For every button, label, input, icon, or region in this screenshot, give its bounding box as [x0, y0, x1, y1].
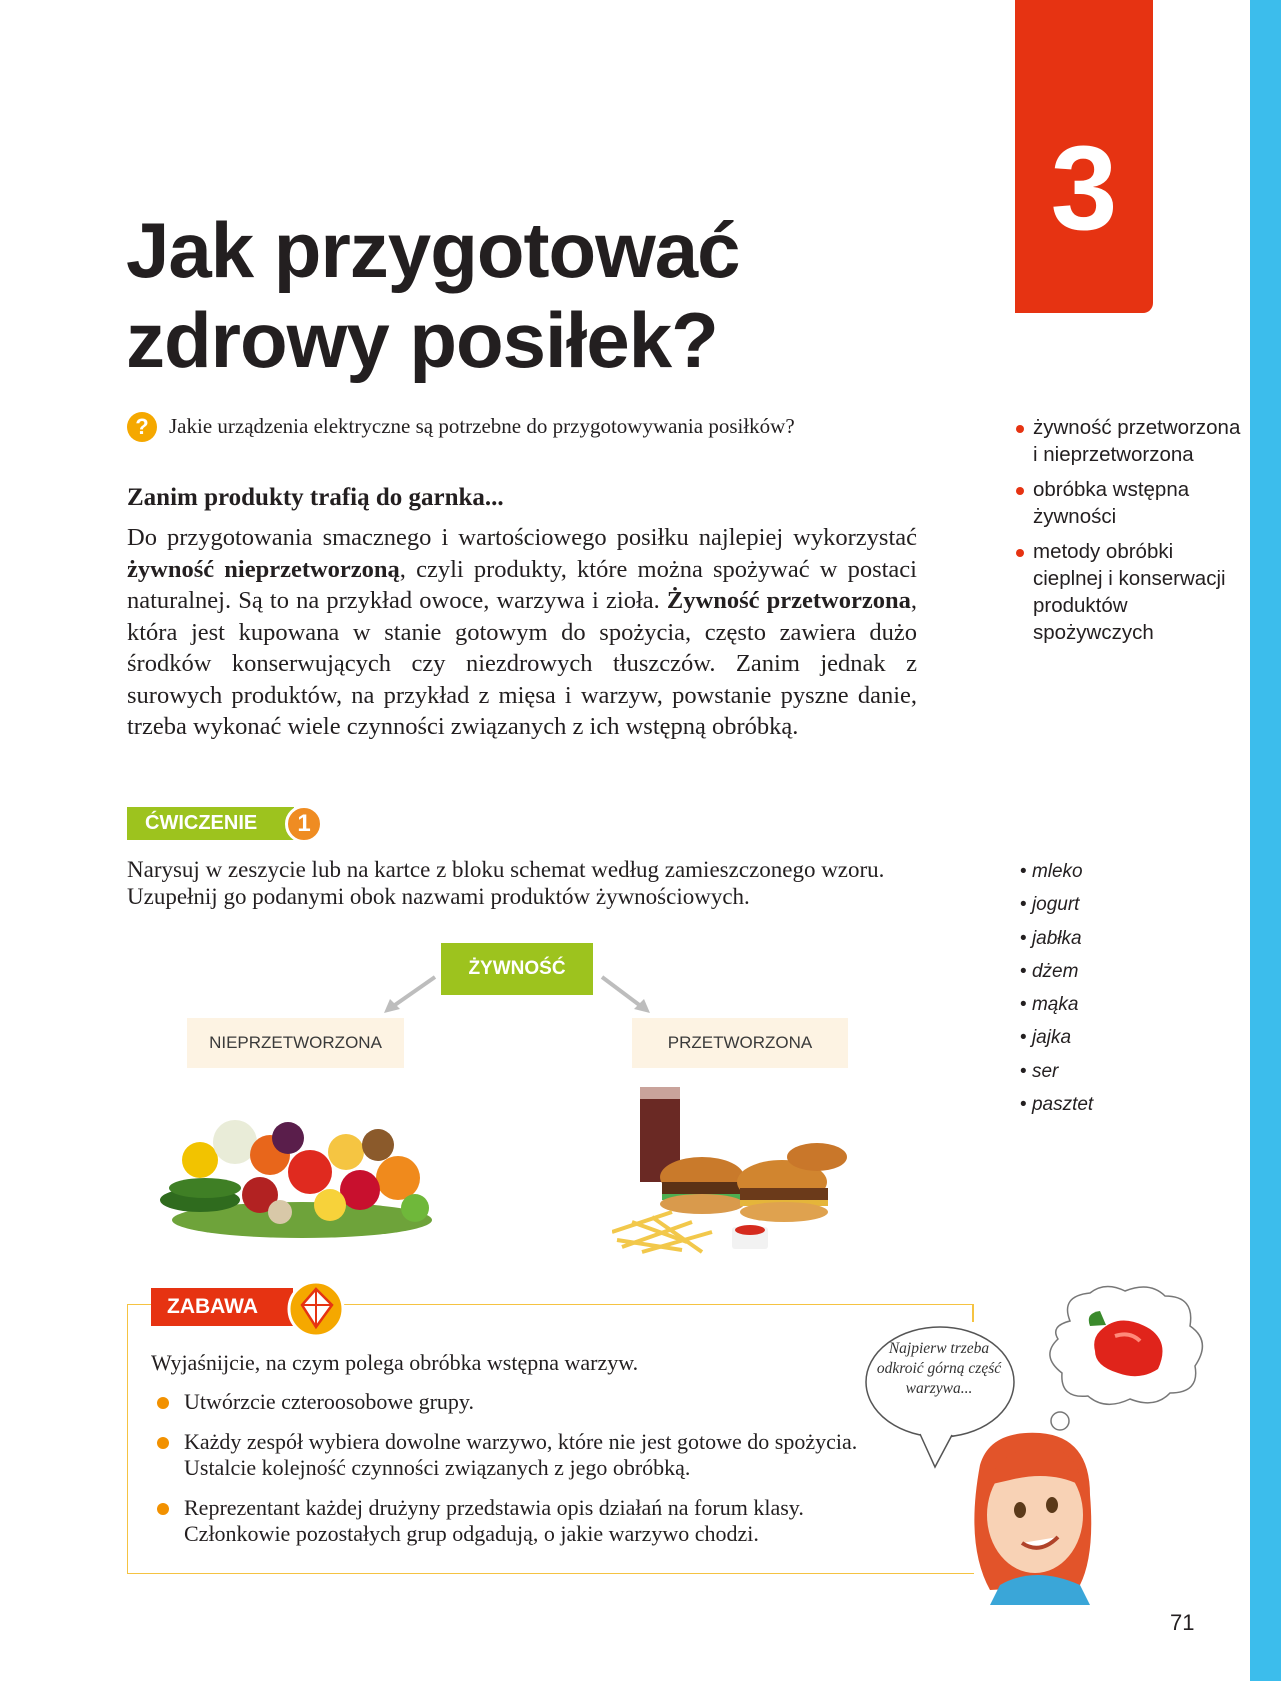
activity-steps — [157, 1389, 877, 1561]
diagram-root-box: ŻYWNOŚĆ — [441, 943, 593, 995]
arrow-left — [392, 977, 435, 1007]
speech-text: Najpierw trzeba odkroić górną część warzywa... — [876, 1340, 1002, 1397]
girl-illustration — [940, 1425, 1120, 1605]
key-concept-item: żywność przetworzona i nieprzetworzona — [1015, 414, 1245, 468]
activity-label: ZABAWA — [151, 1288, 293, 1326]
product-item: • pasztet — [1020, 1092, 1093, 1125]
body-text: Do przygotowania smacznego i wartościowego posiłku najlepiej wykorzystać — [127, 524, 917, 551]
product-item: • jogurt — [1020, 892, 1093, 925]
diagram-box-processed: PRZETWORZONA — [632, 1018, 848, 1068]
product-item: • jajka — [1020, 1025, 1093, 1058]
question-text: Jakie urządzenia elektryczne są potrzebne do przygotowywania posiłków? — [169, 414, 795, 438]
section-heading: Zanim produkty trafią do garnka... — [127, 484, 504, 511]
page-edge-strip — [1250, 0, 1281, 1681]
intro-question — [127, 412, 927, 444]
chapter-number: 3 — [1050, 121, 1118, 255]
key-concept-item: obróbka wstępna żywności — [1015, 476, 1245, 530]
product-item: • ser — [1020, 1059, 1093, 1092]
key-concept-item: metody obróbki cieplnej i konserwacji produktów spożywczych — [1015, 538, 1245, 646]
term-processed: Żywność przetworzona — [666, 587, 911, 614]
activity-step: Reprezentant każdej drużyny przedstawia opis działań na forum klasy. Członkowie pozostałych grup odgadują, o jakie warzywo chodzi. — [157, 1495, 877, 1548]
exercise-number-badge: 1 — [285, 805, 323, 843]
title-line-2: zdrowy posiłek? — [126, 296, 718, 384]
product-item: • jabłka — [1020, 926, 1093, 959]
body-paragraph — [127, 522, 917, 743]
diagram-arrows — [380, 965, 660, 1025]
body-text: , która jest kupowana w stanie gotowym do spożycia, często zawiera dużo środków konserwujących czy niezdrowych tłuszczów. Zanim jednak z surowych produktów, na przykład z mięsa i warzyw, powstanie pyszne danie, trzeba wykonać wiele czynności związanych z ich wstępną obróbką. — [127, 587, 917, 740]
activity-step: Każdy zespół wybiera dowolne warzywo, które nie jest gotowe do spożycia. Ustalcie kolejność czynności związanych z jego obróbką. — [157, 1429, 877, 1482]
arrow-right — [602, 977, 642, 1007]
key-concepts-list — [1015, 414, 1245, 654]
kite-icon — [286, 1279, 346, 1339]
chapter-tab — [1015, 0, 1153, 313]
product-list — [1020, 859, 1093, 1125]
title-line-1: Jak przygotować — [126, 206, 740, 294]
diagram-box-unprocessed: NIEPRZETWORZONA — [187, 1018, 404, 1068]
page-title — [126, 205, 926, 385]
fast-food-photo — [612, 1082, 862, 1257]
exercise-instructions: Narysuj w zeszycie lub na kartce z bloku schemat według zamieszczonego wzoru. Uzupełnij go podanymi obok nazwami produktów żywnościowych. — [127, 857, 885, 909]
activity-step: Utwórzcie czteroosobowe grupy. — [157, 1389, 877, 1416]
question-icon: ? — [127, 412, 157, 442]
exercise-label: ĆWICZENIE — [127, 807, 294, 840]
activity-frame-edge — [972, 1304, 974, 1322]
term-unprocessed: żywność nieprzetworzoną — [127, 555, 400, 583]
vegetables-photo — [160, 1100, 445, 1245]
activity-intro: Wyjaśnijcie, na czym polega obróbka wstępna warzyw. — [151, 1350, 639, 1375]
body-text: , czyli produkty, które można spożywać w postaci naturalnej. Są to na przykład owoce, warzywa i zioła. — [127, 555, 917, 614]
page-number: 71 — [1170, 1610, 1195, 1635]
product-item: • dżem — [1020, 959, 1093, 992]
product-item: • mleko — [1020, 859, 1093, 892]
product-item: • mąka — [1020, 992, 1093, 1025]
